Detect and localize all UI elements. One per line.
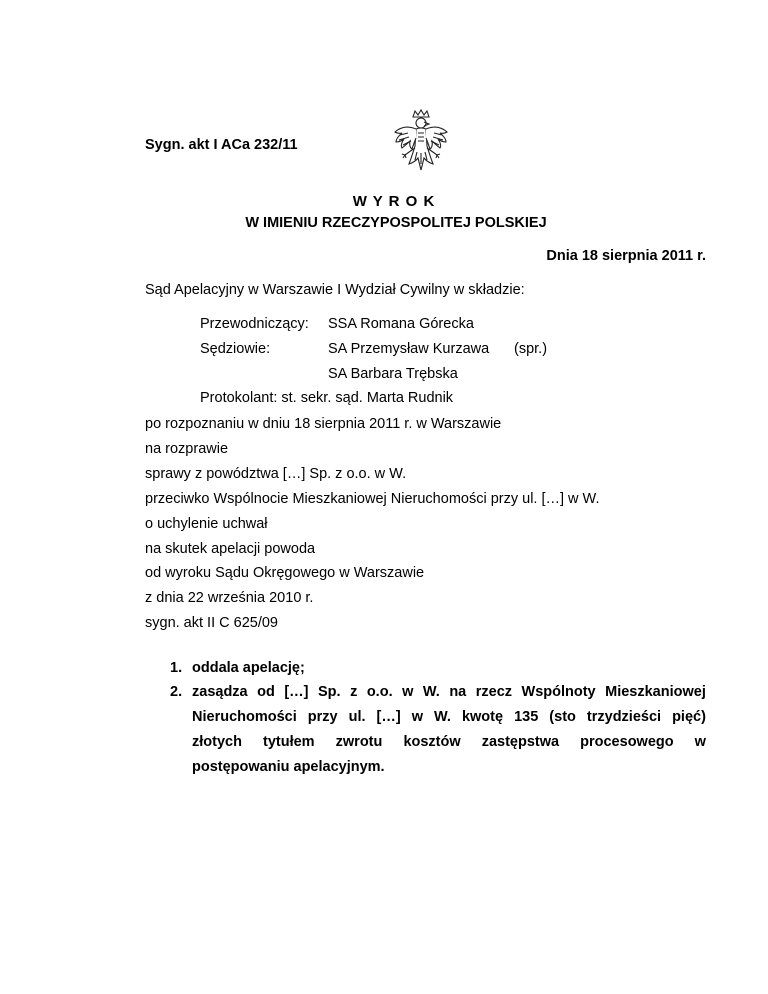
judgment-date: Dnia 18 sierpnia 2011 r. (546, 248, 706, 264)
ruling-word: 135 (514, 709, 539, 725)
ruling-word: o.o. (366, 684, 393, 700)
document-subtitle: W IMIENIU RZECZYPOSPOLITEJ POLSKIEJ (245, 215, 547, 231)
ruling-word: Wspólnoty (521, 684, 596, 700)
ruling-word: złotych (192, 734, 242, 750)
ruling-word: w (694, 734, 706, 750)
judge-2-name: SA Barbara Trębska (328, 366, 458, 382)
ruling-word: tytułem (263, 734, 315, 750)
body-line: o uchylenie uchwał (145, 516, 268, 532)
ruling-2-line-2 (192, 709, 706, 725)
body-line: sprawy z powództwa […] Sp. z o.o. w W. (145, 466, 407, 482)
court-intro: Sąd Apelacyjny w Warszawie I Wydział Cywilny w składzie: (145, 282, 525, 298)
chair-label: Przewodniczący: (200, 316, 309, 332)
ruling-word: kosztów (403, 734, 461, 750)
ruling-word: trzydzieści (586, 709, 662, 725)
ruling-word: od (257, 684, 275, 700)
ruling-word: Nieruchomości (192, 709, 297, 725)
body-line: od wyroku Sądu Okręgowego w Warszawie (145, 565, 425, 581)
ruling-2-line-1 (192, 684, 706, 700)
ruling-1-text: oddala apelację; (192, 660, 305, 676)
ruling-word: przy (307, 709, 338, 725)
ruling-word: zastępstwa (481, 734, 560, 750)
ruling-word: procesowego (580, 734, 674, 750)
body-line: z dnia 22 września 2010 r. (145, 590, 314, 606)
case-number: Sygn. akt I ACa 232/11 (145, 137, 298, 153)
ruling-word: zasądza (192, 684, 248, 700)
polish-eagle-emblem-icon (390, 108, 452, 182)
chair-name: SSA Romana Górecka (328, 316, 474, 332)
ruling-word: […] (376, 709, 401, 725)
ruling-word: rzecz (475, 684, 513, 700)
judge-1-name: SA Przemysław Kurzawa (328, 341, 490, 357)
ruling-word: z (350, 684, 358, 700)
judge-1-note: (spr.) (514, 341, 548, 357)
body-line: na skutek apelacji powoda (145, 541, 316, 557)
ruling-2-line-3 (192, 734, 706, 750)
court-clerk: Protokolant: st. sekr. sąd. Marta Rudnik (200, 390, 454, 406)
ruling-word: ul. (348, 709, 366, 725)
body-line: na rozprawie (145, 441, 229, 457)
ruling-word: na (449, 684, 467, 700)
ruling-word: pięć) (672, 709, 706, 725)
ruling-word: […] (284, 684, 309, 700)
ruling-word: Mieszkaniowej (605, 684, 706, 700)
ruling-word: (sto (549, 709, 576, 725)
judges-label: Sędziowie: (200, 341, 271, 357)
ruling-word: W. (434, 709, 451, 725)
ruling-2-number: 2. (170, 684, 183, 700)
ruling-word: W. (422, 684, 440, 700)
ruling-word: Sp. (318, 684, 341, 700)
ruling-word: w (411, 709, 424, 725)
ruling-1-number: 1. (170, 660, 183, 676)
body-line: sygn. akt II C 625/09 (145, 615, 278, 631)
body-line: po rozpoznaniu w dniu 18 sierpnia 2011 r. w Warszawie (145, 416, 502, 432)
ruling-word: kwotę (461, 709, 504, 725)
ruling-word: w (402, 684, 414, 700)
ruling-word: zwrotu (335, 734, 383, 750)
ruling-2-line-4: postępowaniu apelacyjnym. (192, 759, 385, 775)
document-title: W Y R O K (352, 193, 436, 210)
body-line: przeciwko Wspólnocie Mieszkaniowej Nieruchomości przy ul. […] w W. (145, 491, 600, 507)
